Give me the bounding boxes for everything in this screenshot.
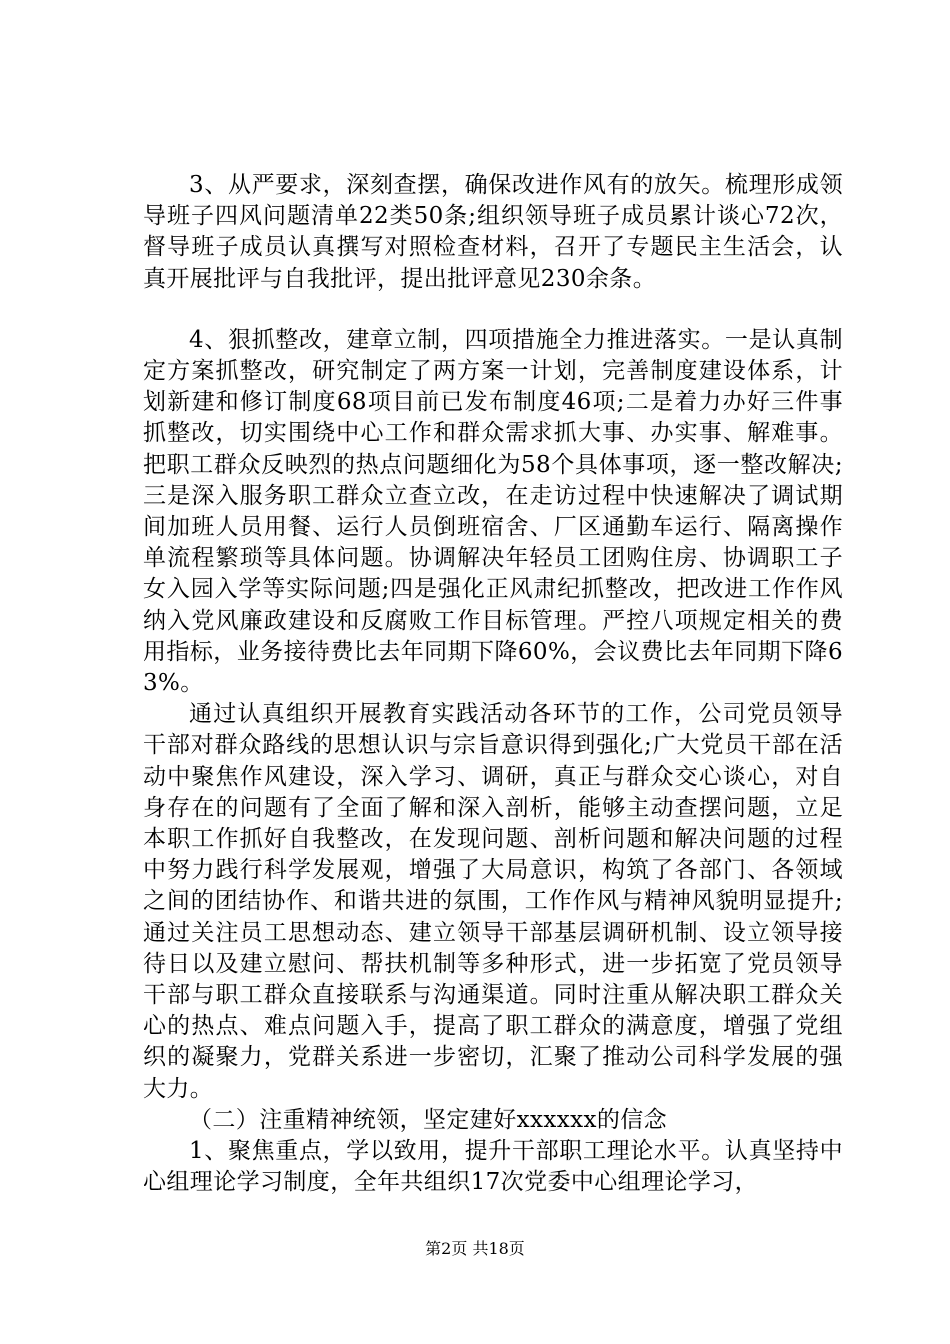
paragraph-rectification-measures: 4、狠抓整改，建章立制，四项措施全力推进落实。一是认真制定方案抓整改，研究制定了两方案一计划，完善制度建设体系，计划新建和修订制度68项目前已发布制度46项;二是着力办好三件事抓整改，切实围绕中心工作和群众需求抓大事、办实事、解难事。把职工群众反映烈的热点问题细化为58个具体事项，逐一整改解决;三是深入服务职工群众立查立改，在走访过程中快速解决了调试期间加班人员用餐、运行人员倒班宿舍、厂区通勤车运行、隔离操作单流程繁琐等具体问题。协调解决年轻员工团购住房、协调职工子女入园入学等实际问题;四是强化正风肃纪抓整改，把改进工作作风纳入党风廉政建设和反腐败工作目标管理。严控八项规定相关的费用指标，业务接待费比去年同期下降60%，会议费比去年同期下降63%。 — [143, 326, 843, 697]
section-heading-spirit: （二）注重精神统领，坚定建好xxxxxx的信念 — [189, 1106, 668, 1133]
paragraph-strict-requirements: 3、从严要求，深刻查摆，确保改进作风有的放矢。梳理形成领导班子四风问题清单22类50条;组织领导班子成员累计谈心72次，督导班子成员认真撰写对照检查材料，召开了专题民主生活会，认真开展批评与自我批评，提出批评意见230余条。 — [143, 172, 843, 292]
page-number-footer: 第2页 共18页 — [425, 1239, 525, 1258]
document-body — [143, 170, 843, 1199]
paragraph-activity-results: 通过认真组织开展教育实践活动各环节的工作，公司党员领导干部对群众路线的思想认识与宗旨意识得到强化;广大党员干部在活动中聚焦作风建设，深入学习、调研，真正与群众交心谈心，对自身存在的问题有了全面了解和深入剖析，能够主动查摆问题，立足本职工作抓好自我整改，在发现问题、剖析问题和解决问题的过程中努力践行科学发展观，增强了大局意识，构筑了各部门、各领域之间的团结协作、和谐共进的氛围，工作作风与精神风貌明显提升;通过关注员工思想动态、建立领导干部基层调研机制、设立领导接待日以及建立慰问、帮扶机制等多种形式，进一步拓宽了党员领导干部与职工群众直接联系与沟通渠道。同时注重从解决职工群众关心的热点、难点问题入手，提高了职工群众的满意度，增强了党组织的凝聚力，党群关系进一步密切，汇聚了推动公司科学发展的强大力。 — [143, 701, 843, 1102]
paragraph-gap — [143, 295, 843, 325]
paragraph-theory-study: 1、聚焦重点，学以致用，提升干部职工理论水平。认真坚持中心组理论学习制度，全年共组织17次党委中心组理论学习， — [143, 1138, 843, 1196]
